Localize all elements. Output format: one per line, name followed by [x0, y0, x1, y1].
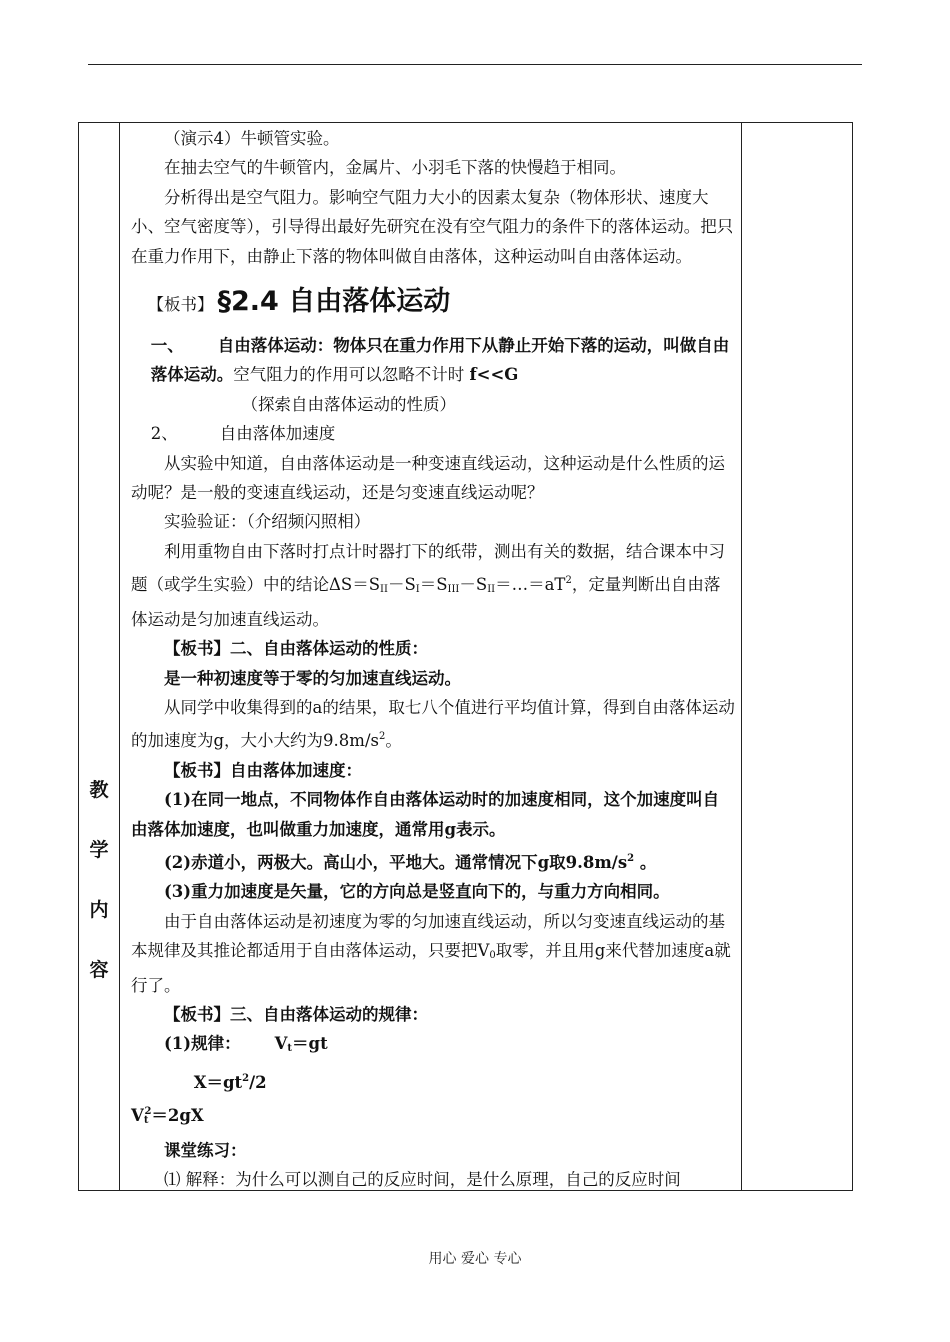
laws-paragraph: 由于自由落体运动是初速度为零的匀加速直线运动，所以匀变速直线运动的基本规律及其推论都适用于自由落体运动，只要把$V_0$取零，并且用g来代替加速度a就行了。 [131, 911, 731, 995]
lesson-table [78, 122, 853, 1191]
board-acceleration-heading: 【板书】自由落体加速度： [164, 760, 362, 780]
tape-paragraph: 利用重物自由下落时打点计时器打下的纸带，测出有关的数据，结合课本中习题（或学生实验）中的结论$\Delta S=S_{II}-S_I=S_{III}-S_{II}=\dots=aT^2$，定量判断出自由落体运动是匀加速直线运动。 [131, 541, 725, 629]
demo-observation: 在抽去空气的牛顿管内，金属片、小羽毛下落的快慢趋于相同。 [164, 158, 626, 178]
column-divider-right [741, 123, 742, 1190]
board-nature-heading: 【板书】二、自由落体运动的性质： [164, 639, 428, 659]
board-tag: 【板书】 [147, 295, 214, 315]
acceleration-point-2: (2)赤道小，两极大。高山小，平地大。通常情况下g取$9.8m/s^2$ 。 [164, 852, 657, 872]
formula-velocity-squared: $V_t^2=2gX$ [131, 1106, 204, 1127]
header-rule [88, 64, 862, 65]
analysis-paragraph: 分析得出是空气阻力。影响空气阻力大小的因素太复杂（物体形状、速度大小、空气密度等），引导得出最好先研究在没有空气阻力的条件下的落体运动。把只在重力作用下，由静止下落的物体叫做自由落体，这种运动叫自由落体运动。 [131, 187, 734, 266]
average-paragraph: 从同学中收集得到的a的结果，取七八个值进行平均值计算，得到自由落体运动的加速度为g，大小大约为$9.8m/s^2$。 [131, 697, 735, 751]
section-heading: §2.4 自由落体运动 [217, 286, 451, 318]
nature-statement: 是一种初速度等于零的匀加速直线运动。 [164, 668, 461, 688]
side-label-char: 教 [89, 779, 109, 801]
practice-question-1: ⑴ 解释：为什么可以测自己的反应时间，是什么原理，自己的反应时间 [164, 1170, 681, 1189]
side-label-char: 内 [89, 899, 109, 921]
formula-velocity: (1)规律： $V_t=gt$ [164, 1034, 328, 1055]
experiment-line: 实验验证：（介绍频闪照相） [164, 512, 371, 532]
definition-text: 自由落体运动：物体只在重力作用下从静止开始下落的运动，叫做自由落体运动。 [150, 336, 730, 385]
section-title [131, 273, 735, 331]
formula-delta-s: $\Delta S=S_{II}-S_I=S_{III}-S_{II}=\dots=aT^2$ [329, 575, 572, 596]
subsection-heading: 2、 自由落体加速度 [150, 424, 336, 444]
practice-heading: 课堂练习： [164, 1140, 247, 1160]
lesson-content [131, 124, 735, 1194]
board-laws-heading: 【板书】三、自由落体运动的规律： [164, 1004, 428, 1024]
column-divider-left [119, 123, 120, 1190]
acceleration-point-3: (3)重力加速度是矢量，它的方向总是竖直向下的，与重力方向相同。 [164, 882, 670, 902]
demo-line: （演示4）牛顿管实验。 [164, 129, 340, 148]
formula-displacement: $X=gt^2/2$ [193, 1072, 267, 1092]
side-label-char: 学 [89, 839, 109, 861]
explore-note: （探索自由落体运动的性质） [241, 394, 457, 414]
page-footer: 用心 爱心 专心 [428, 1251, 522, 1267]
definition-paragraph: 一、 自由落体运动：物体只在重力作用下从静止开始下落的运动，叫做自由落体运动。空气阻力的作用可以忽略不计时 f<<G [150, 336, 730, 385]
condition-text: f<<G [469, 365, 519, 385]
question-paragraph: 从实验中知道，自由落体运动是一种变速直线运动，这种运动是什么性质的运动呢？是一般的变速直线运动，还是匀变速直线运动呢？ [131, 453, 725, 503]
acceleration-point-1: (1)在同一地点，不同物体作自由落体运动时的加速度相同，这个加速度叫自由落体加速度，也叫做重力加速度，通常用g表示。 [131, 790, 720, 839]
side-label-char: 容 [89, 959, 109, 981]
